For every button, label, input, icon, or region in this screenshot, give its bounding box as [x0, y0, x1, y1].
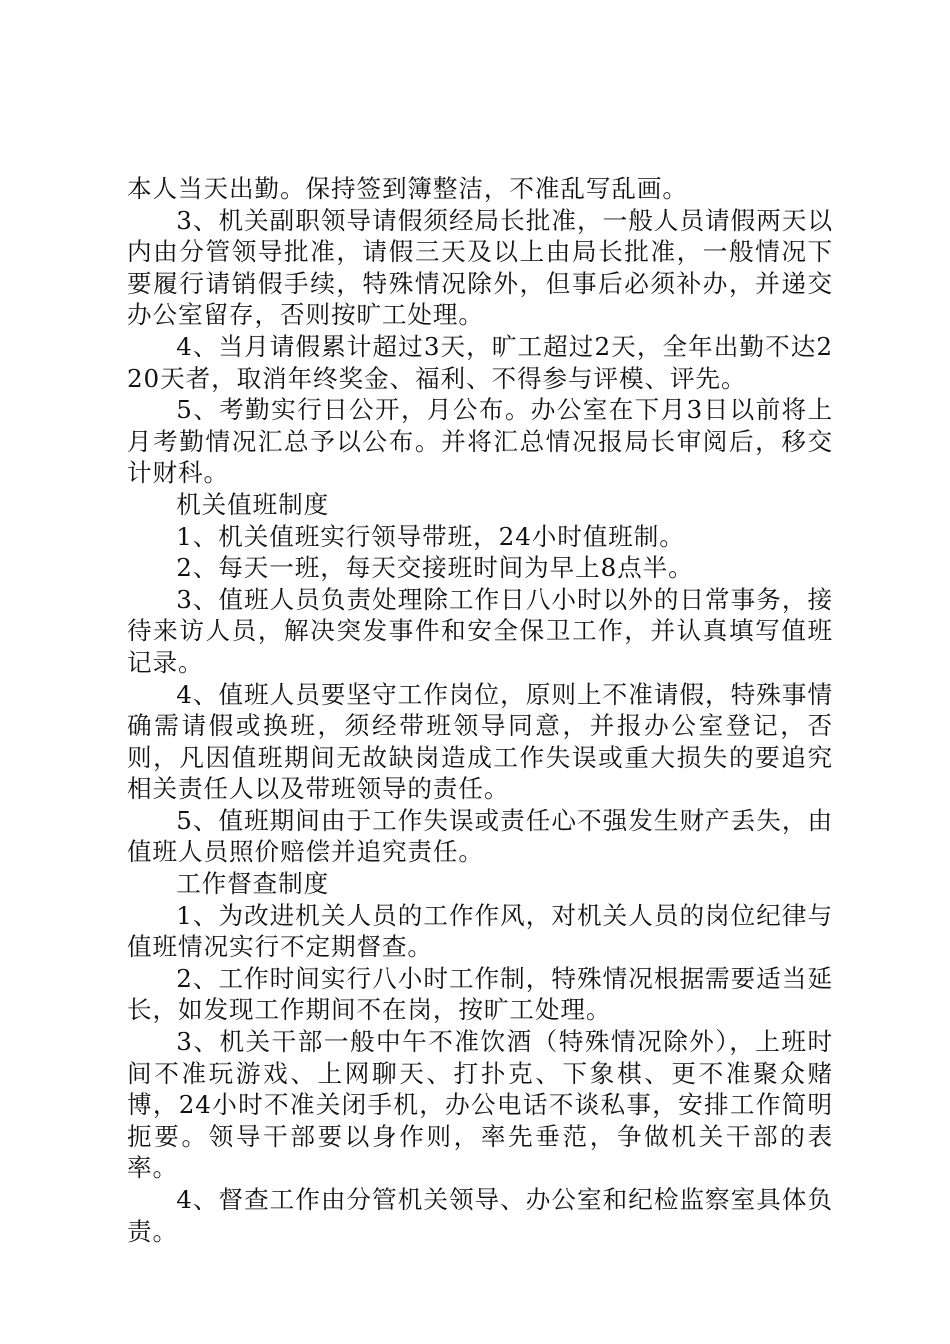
paragraph-duty-item-1: 1、机关值班实行领导带班，24小时值班制。	[176, 521, 685, 551]
paragraph-attendance-item-3: 3、机关副职领导请假须经局长批准，一般人员请假两天以内由分管领导批准，请假三天及以上由局长批准，一般情况下要履行请销假手续，特殊情况除外，但事后必须补办，并递交办公室留存，否则按旷工处理。	[127, 205, 833, 330]
section-heading-supervision: 工作督查制度	[176, 869, 330, 899]
paragraph-attendance-continuation: 本人当天出勤。保持签到簿整洁，不准乱写乱画。	[127, 174, 688, 203]
paragraph-duty-item-3: 3、值班人员负责处理除工作日八小时以外的日常事务，接待来访人员，解决突发事件和安全保卫工作，并认真填写值班记录。	[127, 584, 833, 677]
document-body	[127, 173, 833, 1247]
paragraph-supervision-item-3: 3、机关干部一般中午不准饮酒（特殊情况除外），上班时间不准玩游戏、上网聊天、打扑克、下象棋、更不准聚众赌博，24小时不准关闭手机，办公电话不谈私事，安排工作简明扼要。领导干部要以身作则，率先垂范，争做机关干部的表率。	[127, 1027, 833, 1183]
paragraph-attendance-item-4: 4、当月请假累计超过3天，旷工超过2天，全年出勤不达220天者，取消年终奖金、福利、不得参与评模、评先。	[127, 331, 833, 393]
paragraph-supervision-item-2: 2、工作时间实行八小时工作制，特殊情况根据需要适当延长，如发现工作期间不在岗，按旷工处理。	[127, 963, 833, 1025]
section-heading-duty: 机关值班制度	[176, 489, 330, 519]
paragraph-duty-item-4: 4、值班人员要坚守工作岗位，原则上不准请假，特殊事情确需请假或换班，须经带班领导同意，并报办公室登记，否则，凡因值班期间无故缺岗造成工作失误或重大损失的要追究相关责任人以及带班领导的责任。	[127, 679, 833, 804]
paragraph-attendance-item-5: 5、考勤实行日公开，月公布。办公室在下月3日以前将上月考勤情况汇总予以公布。并将汇总情况报局长审阅后，移交计财科。	[127, 395, 833, 488]
paragraph-duty-item-5: 5、值班期间由于工作失误或责任心不强发生财产丢失，由值班人员照价赔偿并追究责任。	[127, 805, 833, 867]
paragraph-duty-item-2: 2、每天一班，每天交接班时间为早上8点半。	[176, 553, 694, 583]
paragraph-supervision-item-4: 4、督查工作由分管机关领导、办公室和纪检监察室具体负责。	[127, 1185, 833, 1246]
paragraph-supervision-item-1: 1、为改进机关人员的工作作风，对机关人员的岗位纪律与值班情况实行不定期督查。	[127, 900, 833, 962]
